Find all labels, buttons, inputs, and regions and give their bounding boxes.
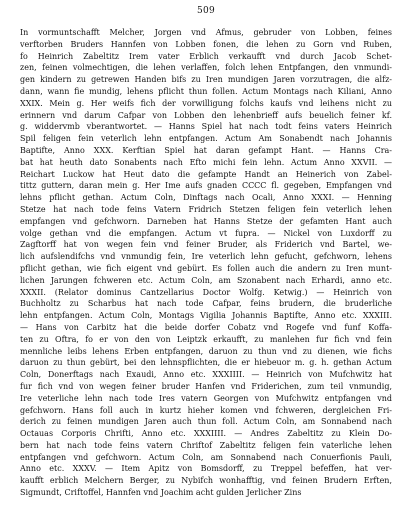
text-line: — Hans von Carbitz hat die beide dorfer Cobatz vnd Rogefe vnd funf Koffa- [20,322,392,332]
text-line: XXIX. Mein g. Her weifs fich der vorwilligung folchs kaufs vnd leihens nicht zu [20,98,392,108]
text-line: tittz guttern, daran mein g. Her Ime aufs gnaden CCCC fl. gegeben, Empfangen vnd [20,181,392,191]
text-line: mennliche leibs lehens Erben entpfangen, daruon zu thun vnd zu dienen, wie fichs [20,346,392,356]
text-line: Baptifte, Anno XXX. Kerftian Spiel hat daran gefampt Hant. — Hanns Cra- [20,145,392,155]
text-line: Reichart Luckow hat Heut dato die gefampte Handt an Heinerich von Zabel- [20,169,392,179]
text-line: Buchholtz zu Scharbus hat nach tode Cafpar, feins brudern, die bruderliche [20,299,392,309]
text-line: derich zu feinen mundigen Jaren auch thun foll. Actum Coln, am Sonnabend nach [20,417,392,427]
text-line: Sigmundt, Criftoffel, Hannfen vnd Joachim acht gulden Jerlicher Zins [20,488,302,498]
text-line: Spil feligen fein veterlich lehn entpfangen. Actum Am Sonabendt nach Johannis [20,134,392,144]
text-line: fur fich vnd von wegen feiner bruder Hanfen vnd Friderichen, zum teil vnmundig, [20,381,392,391]
text-line: entpfangen vnd gefchworn. Actum Coln, am Sonnabend nach Conuerfionis Pauli, [20,452,392,462]
text-line: lichen Jarungen fchweren etc. Actum Coln, am Szonabent nach Erhardi, anno etc. [20,275,392,285]
text-line: Coln, Donerftags nach Exaudi, Anno etc. XXXIIII. — Heinrich von Mufchwitz hat [20,370,392,380]
text-line: gefchworn. Hans foll auch in kurtz hieher komen vnd fchweren, dergleichen Fri- [20,405,392,415]
body-text [20,27,392,499]
text-line: fo Heinrich Zabeltitz Irem vater Erblich verkaufft vnd durch Jacob Schet- [20,51,392,61]
text-line: pflicht gethan, wie fich eigent vnd gebürt. Es follen auch die andern zu Iren munt- [20,263,392,273]
text-line: volge gethan vnd die empfangen. Actum vt fupra. — Nickel von Luxdorff zu [20,228,392,238]
text-line: erinnern vnd darum Cafpar von Lobben den lehenbrieff aufs beuelich feiner kf. [20,110,392,120]
text-line: bat hat heuth dato Sonabents nach Efto michi fein lehn. Actum Anno XXVII. — [20,157,392,167]
text-line: Anno etc. XXXV. — Item Apitz von Bomsdorff, zu Treppel befeffen, hat ver- [20,464,392,474]
text-line: lehn entpfangen. Actum Coln, Montags Vigilia Johannis Baptifte, Anno etc. XXXIII. [20,311,392,321]
text-line: verftorben Bruders Hannfen von Lobben fonen, die lehen zu Gorn vnd Ruben, [20,39,392,49]
text-line: Zagftorff hat von wegen fein vnd feiner Bruder, als Friderich vnd Bartel, we- [20,240,392,250]
page-number: 509 [196,6,216,16]
text-line: kaufft erblich Melchern Berger, zu Nybifch wonhafftig, vnd feinen Brudern Erften, [20,476,392,486]
text-line: dann, wann fie mundig, lehens pflicht thun follen. Actum Montags nach Kiliani, Anno [20,86,392,96]
text-line: Stetze hat nach tode feins Vatern Fridrich Stetzen feligen fein veterlich lehen [20,204,392,214]
text-line: lich aufslendifchs vnd vnmundig fein, Ire veterlich lehn gefucht, gefchworn, lehens [20,252,392,262]
text-line: g. widdervmb vberantwortet. — Hanns Spiel hat nach todt feins vaters Heinrich [20,122,392,132]
text-line: In vormuntschafft Melcher, Jorgen vnd Afmus, gebruder von Lobben, feines [20,28,392,37]
text-line: Ire veterliche lehn nach tode Ires vatern Georgen von Mufchwitz entpfangen vnd [20,393,392,403]
text-line: bern hat nach tode feins vatern Chriftof Zabeltitz feligen fein vaterliche lehen [20,440,392,450]
text-line: lehns pflicht gethan. Actum Coln, Dinftags nach Ocali, Anno XXXI. — Henning [20,193,392,203]
text-line: XXXII. (Relator dominus Cantzellarius Doctor Wolfg. Ketwig.) — Heinrich von [20,287,392,297]
text-line: daruon zu thun gebürt, bei den lehnspflichten, die er hiebeuor m. g. h. gethan Actum [20,358,392,368]
text-line: Octauas Corporis Chrifti, Anno etc. XXXIIII. — Andres Zabeltitz zu Klein Do- [20,429,392,439]
text-line: gen kindern zu getrewen Handen bifs zu Iren mundigen Jaren vorzutragen, die alfz- [20,75,392,85]
text-line: zen, feinen volmechtigen, die lehen verlaffen, folch lehen Entpfangen, den vnmundi- [20,63,392,73]
text-line: ten zu Oftra, fo er von den von Leiptzk erkaufft, zu manlehen fur fich vnd fein [20,334,392,344]
text-line: empfangen vnd gefchworn. Darneben hat Hanns Stetze der gefamten Hant auch [20,216,392,226]
